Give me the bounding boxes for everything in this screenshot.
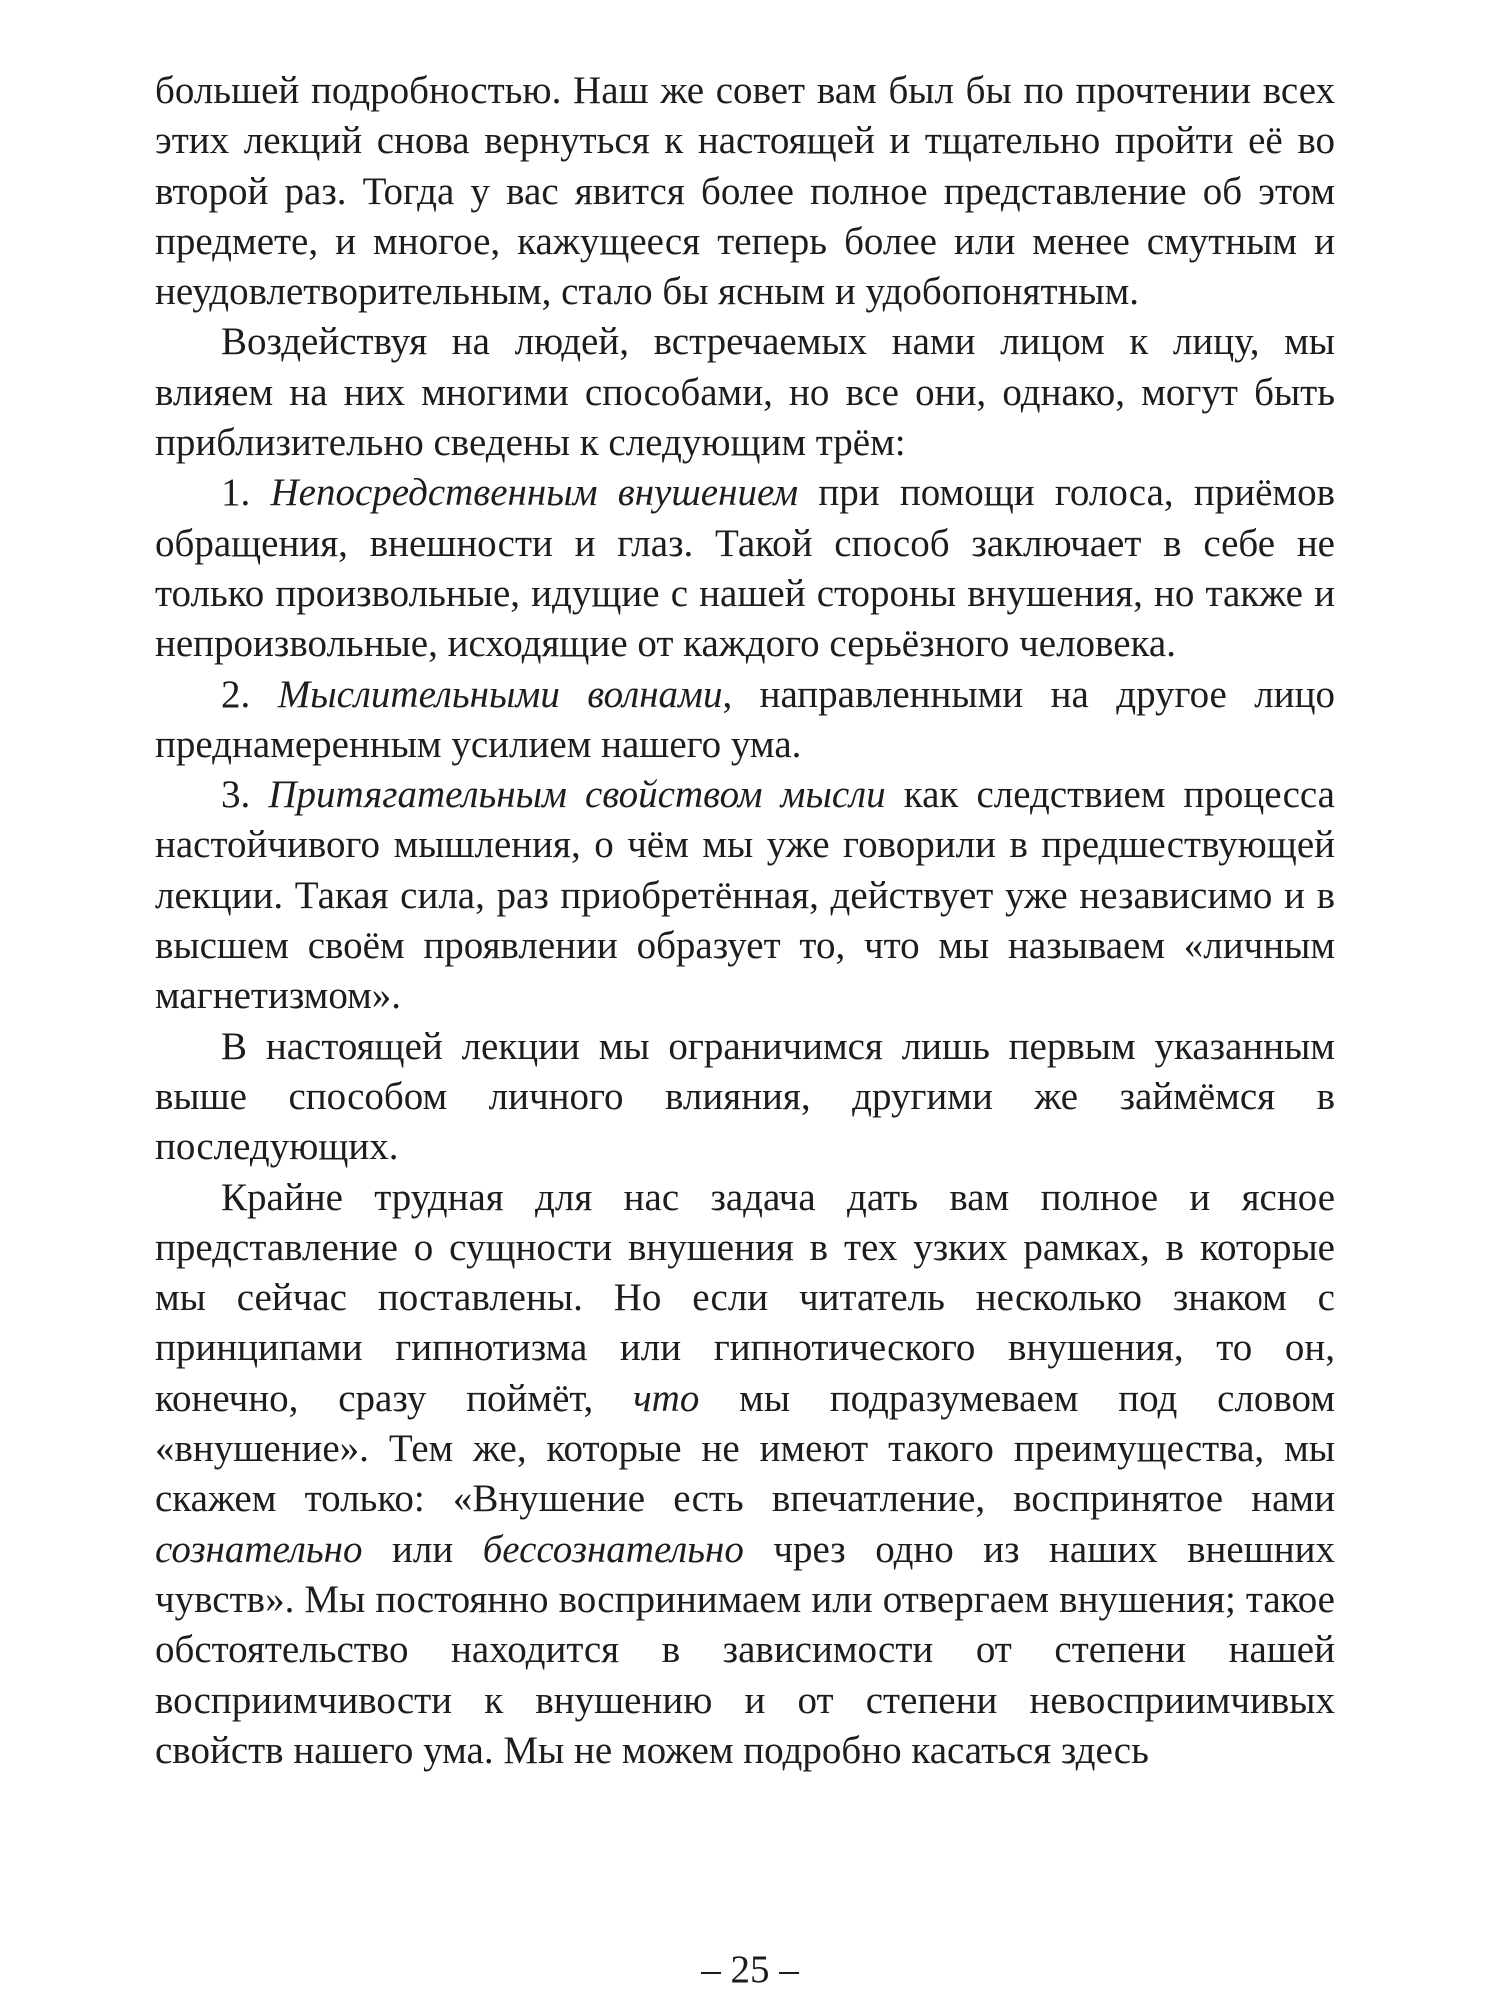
- list-item-1-term: Непосредственным внушением: [270, 471, 799, 515]
- paragraph-4-italic-consciously: сознательно: [155, 1527, 363, 1571]
- page-body: [155, 66, 1335, 1776]
- list-item-2-number: 2.: [221, 672, 278, 716]
- paragraph-1-text: большей подробностью. Наш же совет вам был бы по прочтении всех этих лекций снова вернуться к настоящей и тщательно пройти её во второй раз. Тогда у вас явится более полное представление об этом предмете, и многое, кажущееся теперь более или менее смутным и неудовлетворительным, стало бы ясным и удобопонятным.: [155, 69, 1335, 314]
- list-item-1-text: при помощи голоса, приёмов обращения, внешности и глаз. Такой способ заключает в себе не только произвольные, идущие с нашей стороны внушения, но также и непроизвольные, исходящие от каждого серьёзного человека.: [155, 471, 1336, 666]
- list-item-1-number: 1.: [221, 471, 271, 515]
- page-number: – 25 –: [701, 1948, 799, 1991]
- paragraph-4-text-d: чрез одно из наших внешних чувств». Мы постоянно воспринимаем или отвергаем внушения; такое обстоятельство находится в зависимости от степени нашей восприимчивости к внушению и от степени невосприимчивых свойств нашего ума. Мы не можем подробно касаться здесь: [155, 1527, 1335, 1772]
- paragraph-4-text-a: Крайне трудная для нас задача дать вам полное и ясное представление о сущности внушения в тех узких рамках, в которые мы сейчас поставлены. Но если читатель несколько знаком с принципами гипнотизма или гипнотического внушения, то он, конечно, сразу поймёт,: [155, 1175, 1335, 1420]
- list-item-3-text: как следствием процесса настойчивого мышления, о чём мы уже говорили в предшествующей лекции. Такая сила, раз приобретённая, действует уже независимо и в высшем своём проявлении образует то, что мы называем «личным магнетизмом».: [155, 773, 1335, 1018]
- paragraph-4-text-b: мы подразумеваем под словом «внушение». Тем же, которые не имеют такого преимущества, мы скажем только: «Внушение есть впечатление, воспринятое нами: [155, 1376, 1335, 1521]
- list-item-1: [155, 468, 1335, 669]
- paragraph-1: [155, 66, 1335, 317]
- list-item-3-number: 3.: [221, 773, 269, 817]
- paragraph-3-text: В настоящей лекции мы ограничимся лишь первым указанным выше способом личного влияния, другими же займёмся в последующих.: [155, 1024, 1335, 1169]
- list-item-2: [155, 670, 1335, 771]
- list-item-2-term: Мыслительными волнами: [277, 672, 723, 716]
- paragraph-4: [155, 1173, 1335, 1777]
- paragraph-4-text-c: или: [362, 1527, 483, 1571]
- paragraph-3: [155, 1022, 1335, 1173]
- paragraph-2-text: Воздействуя на людей, встречаемых нами лицом к лицу, мы влияем на них многими способами, но все они, однако, могут быть приблизительно сведены к следующим трём:: [155, 320, 1335, 465]
- list-item-3-term: Притягательным свойством мысли: [268, 773, 886, 817]
- list-item-2-text: , направленными на другое лицо преднамеренным усилием нашего ума.: [155, 672, 1336, 766]
- paragraph-4-italic-what: что: [633, 1376, 700, 1420]
- paragraph-4-italic-unconsciously: бессознательно: [482, 1527, 744, 1571]
- list-item-3: [155, 770, 1335, 1021]
- paragraph-2: [155, 317, 1335, 468]
